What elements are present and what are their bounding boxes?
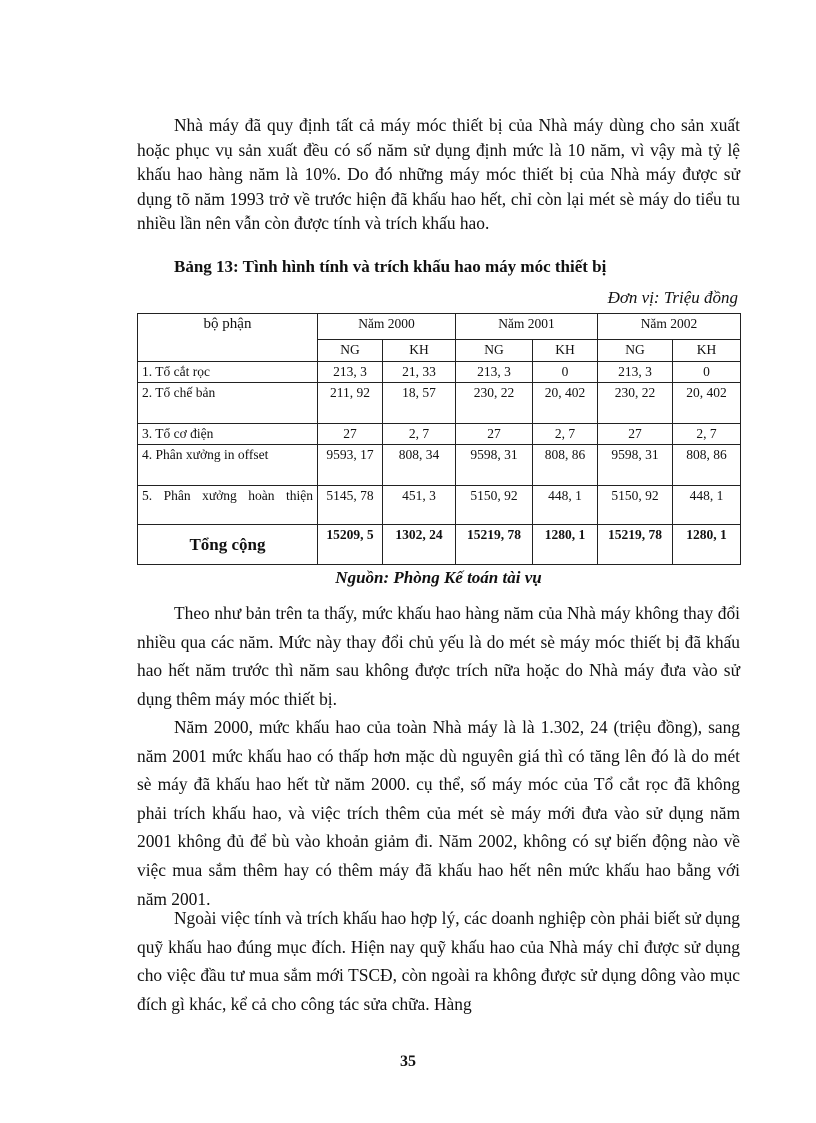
- row-name: 3. Tổ cơ điện: [138, 424, 318, 445]
- header-part: bộ phận: [138, 314, 318, 362]
- cell: 448, 1: [673, 486, 741, 525]
- cell: 230, 22: [456, 383, 533, 424]
- table-row: [138, 445, 741, 486]
- cell: 0: [533, 362, 598, 383]
- paragraph-fund-usage: Ngoài việc tính và trích khấu hao hợp lý, các doanh nghiệp còn phải biết sử dụng quỹ khấu hao đúng mục đích. Hiện nay quỹ khấu hao của Nhà máy chỉ được sử dụng cho việc đầu tư mua sắm mới TSCĐ, còn ngoài ra không được sử dụng dông vào mục đích gì khác, kể cả cho công tác sửa chữa. Hàng: [137, 908, 740, 1014]
- cell: 2, 7: [673, 424, 741, 445]
- table-total-row: [138, 525, 741, 565]
- cell: 808, 86: [673, 445, 741, 486]
- subheader-kh: KH: [673, 340, 741, 362]
- cell: 1280, 1: [533, 525, 598, 565]
- cell: 808, 34: [383, 445, 456, 486]
- cell: 211, 92: [318, 383, 383, 424]
- cell: 2, 7: [383, 424, 456, 445]
- subheader-kh: KH: [383, 340, 456, 362]
- cell: 808, 86: [533, 445, 598, 486]
- subheader-ng: NG: [318, 340, 383, 362]
- cell: 18, 57: [383, 383, 456, 424]
- row-name: 1. Tổ cắt rọc: [138, 362, 318, 383]
- paragraph-year-comparison: Năm 2000, mức khấu hao của toàn Nhà máy là là 1.302, 24 (triệu đồng), sang năm 2001 mức khấu hao có thấp hơn mặc dù nguyên giá thì có tăng lên đó là do mét sè máy đã khấu hao hết từ năm 2000. cụ thể, số máy móc của Tổ cắt rọc đã không phải trích khấu hao, và việc trích thêm của mét sè máy mới đưa vào sử dụng năm 2001 không đủ để bù vào khoản giảm đi. Năm 2002, không có sự biến động nào về việc mua sắm thêm hay có thêm máy đã khấu hao hết nên mức khấu hao bằng với năm 2001.: [137, 717, 740, 909]
- page-number: 35: [400, 1053, 416, 1070]
- subheader-kh: KH: [533, 340, 598, 362]
- cell: 5150, 92: [598, 486, 673, 525]
- cell: 15219, 78: [598, 525, 673, 565]
- cell: 21, 33: [383, 362, 456, 383]
- cell: 213, 3: [318, 362, 383, 383]
- row-name: 5. Phân xưởng hoàn thiện: [138, 486, 318, 525]
- depreciation-table: [137, 313, 741, 565]
- cell: 448, 1: [533, 486, 598, 525]
- paragraph-depreciation-policy: Nhà máy đã quy định tất cả máy móc thiết bị của Nhà máy dùng cho sản xuất hoặc phục vụ sản xuất đều có số năm sử dụng định mức là 10 năm, vì vậy mà tỷ lệ khấu hao hàng năm là 10%. Do đó những máy móc thiết bị của Nhà máy được sử dụng tõ năm 1993 trở về trước hiện đã khấu hao hết, chỉ còn lại mét sè máy do tiểu tu nhiều lần nên vẫn còn được tính và trích khấu hao.: [137, 115, 740, 234]
- table-unit: Đơn vị: Triệu đồng: [607, 288, 738, 307]
- cell: 2, 7: [533, 424, 598, 445]
- cell: 1280, 1: [673, 525, 741, 565]
- table-source: Nguồn: Phòng Kế toán tài vụ: [335, 568, 542, 587]
- cell: 20, 402: [673, 383, 741, 424]
- cell: 20, 402: [533, 383, 598, 424]
- cell: 1302, 24: [383, 525, 456, 565]
- row-name: 2. Tổ chế bản: [138, 383, 318, 424]
- table-title: Bảng 13: Tình hình tính và trích khấu hao máy móc thiết bị: [174, 257, 607, 276]
- cell: 5145, 78: [318, 486, 383, 525]
- header-year-2002: Năm 2002: [598, 314, 741, 340]
- cell: 230, 22: [598, 383, 673, 424]
- cell: 9598, 31: [598, 445, 673, 486]
- cell: 27: [456, 424, 533, 445]
- table-row: [138, 383, 741, 424]
- cell: 27: [318, 424, 383, 445]
- cell: 9598, 31: [456, 445, 533, 486]
- total-label: Tổng cộng: [138, 525, 318, 565]
- cell: 15219, 78: [456, 525, 533, 565]
- cell: 213, 3: [456, 362, 533, 383]
- table-row: [138, 486, 741, 525]
- subheader-ng: NG: [598, 340, 673, 362]
- cell: 213, 3: [598, 362, 673, 383]
- cell: 0: [673, 362, 741, 383]
- cell: 15209, 5: [318, 525, 383, 565]
- header-year-2000: Năm 2000: [318, 314, 456, 340]
- subheader-ng: NG: [456, 340, 533, 362]
- paragraph-analysis: Theo như bản trên ta thấy, mức khấu hao hàng năm của Nhà máy không thay đổi nhiều qua các năm. Mức này thay đổi chủ yếu là do mét sè máy móc thiết bị đã khấu hao hết năm trước thì năm sau không được trích nữa hoặc do Nhà máy đưa vào sử dụng thêm máy móc thiết bị.: [137, 603, 740, 709]
- cell: 9593, 17: [318, 445, 383, 486]
- table-row: [138, 362, 741, 383]
- cell: 451, 3: [383, 486, 456, 525]
- cell: 27: [598, 424, 673, 445]
- cell: 5150, 92: [456, 486, 533, 525]
- header-year-2001: Năm 2001: [456, 314, 598, 340]
- row-name: 4. Phân xưởng in offset: [138, 445, 318, 486]
- table-row: [138, 424, 741, 445]
